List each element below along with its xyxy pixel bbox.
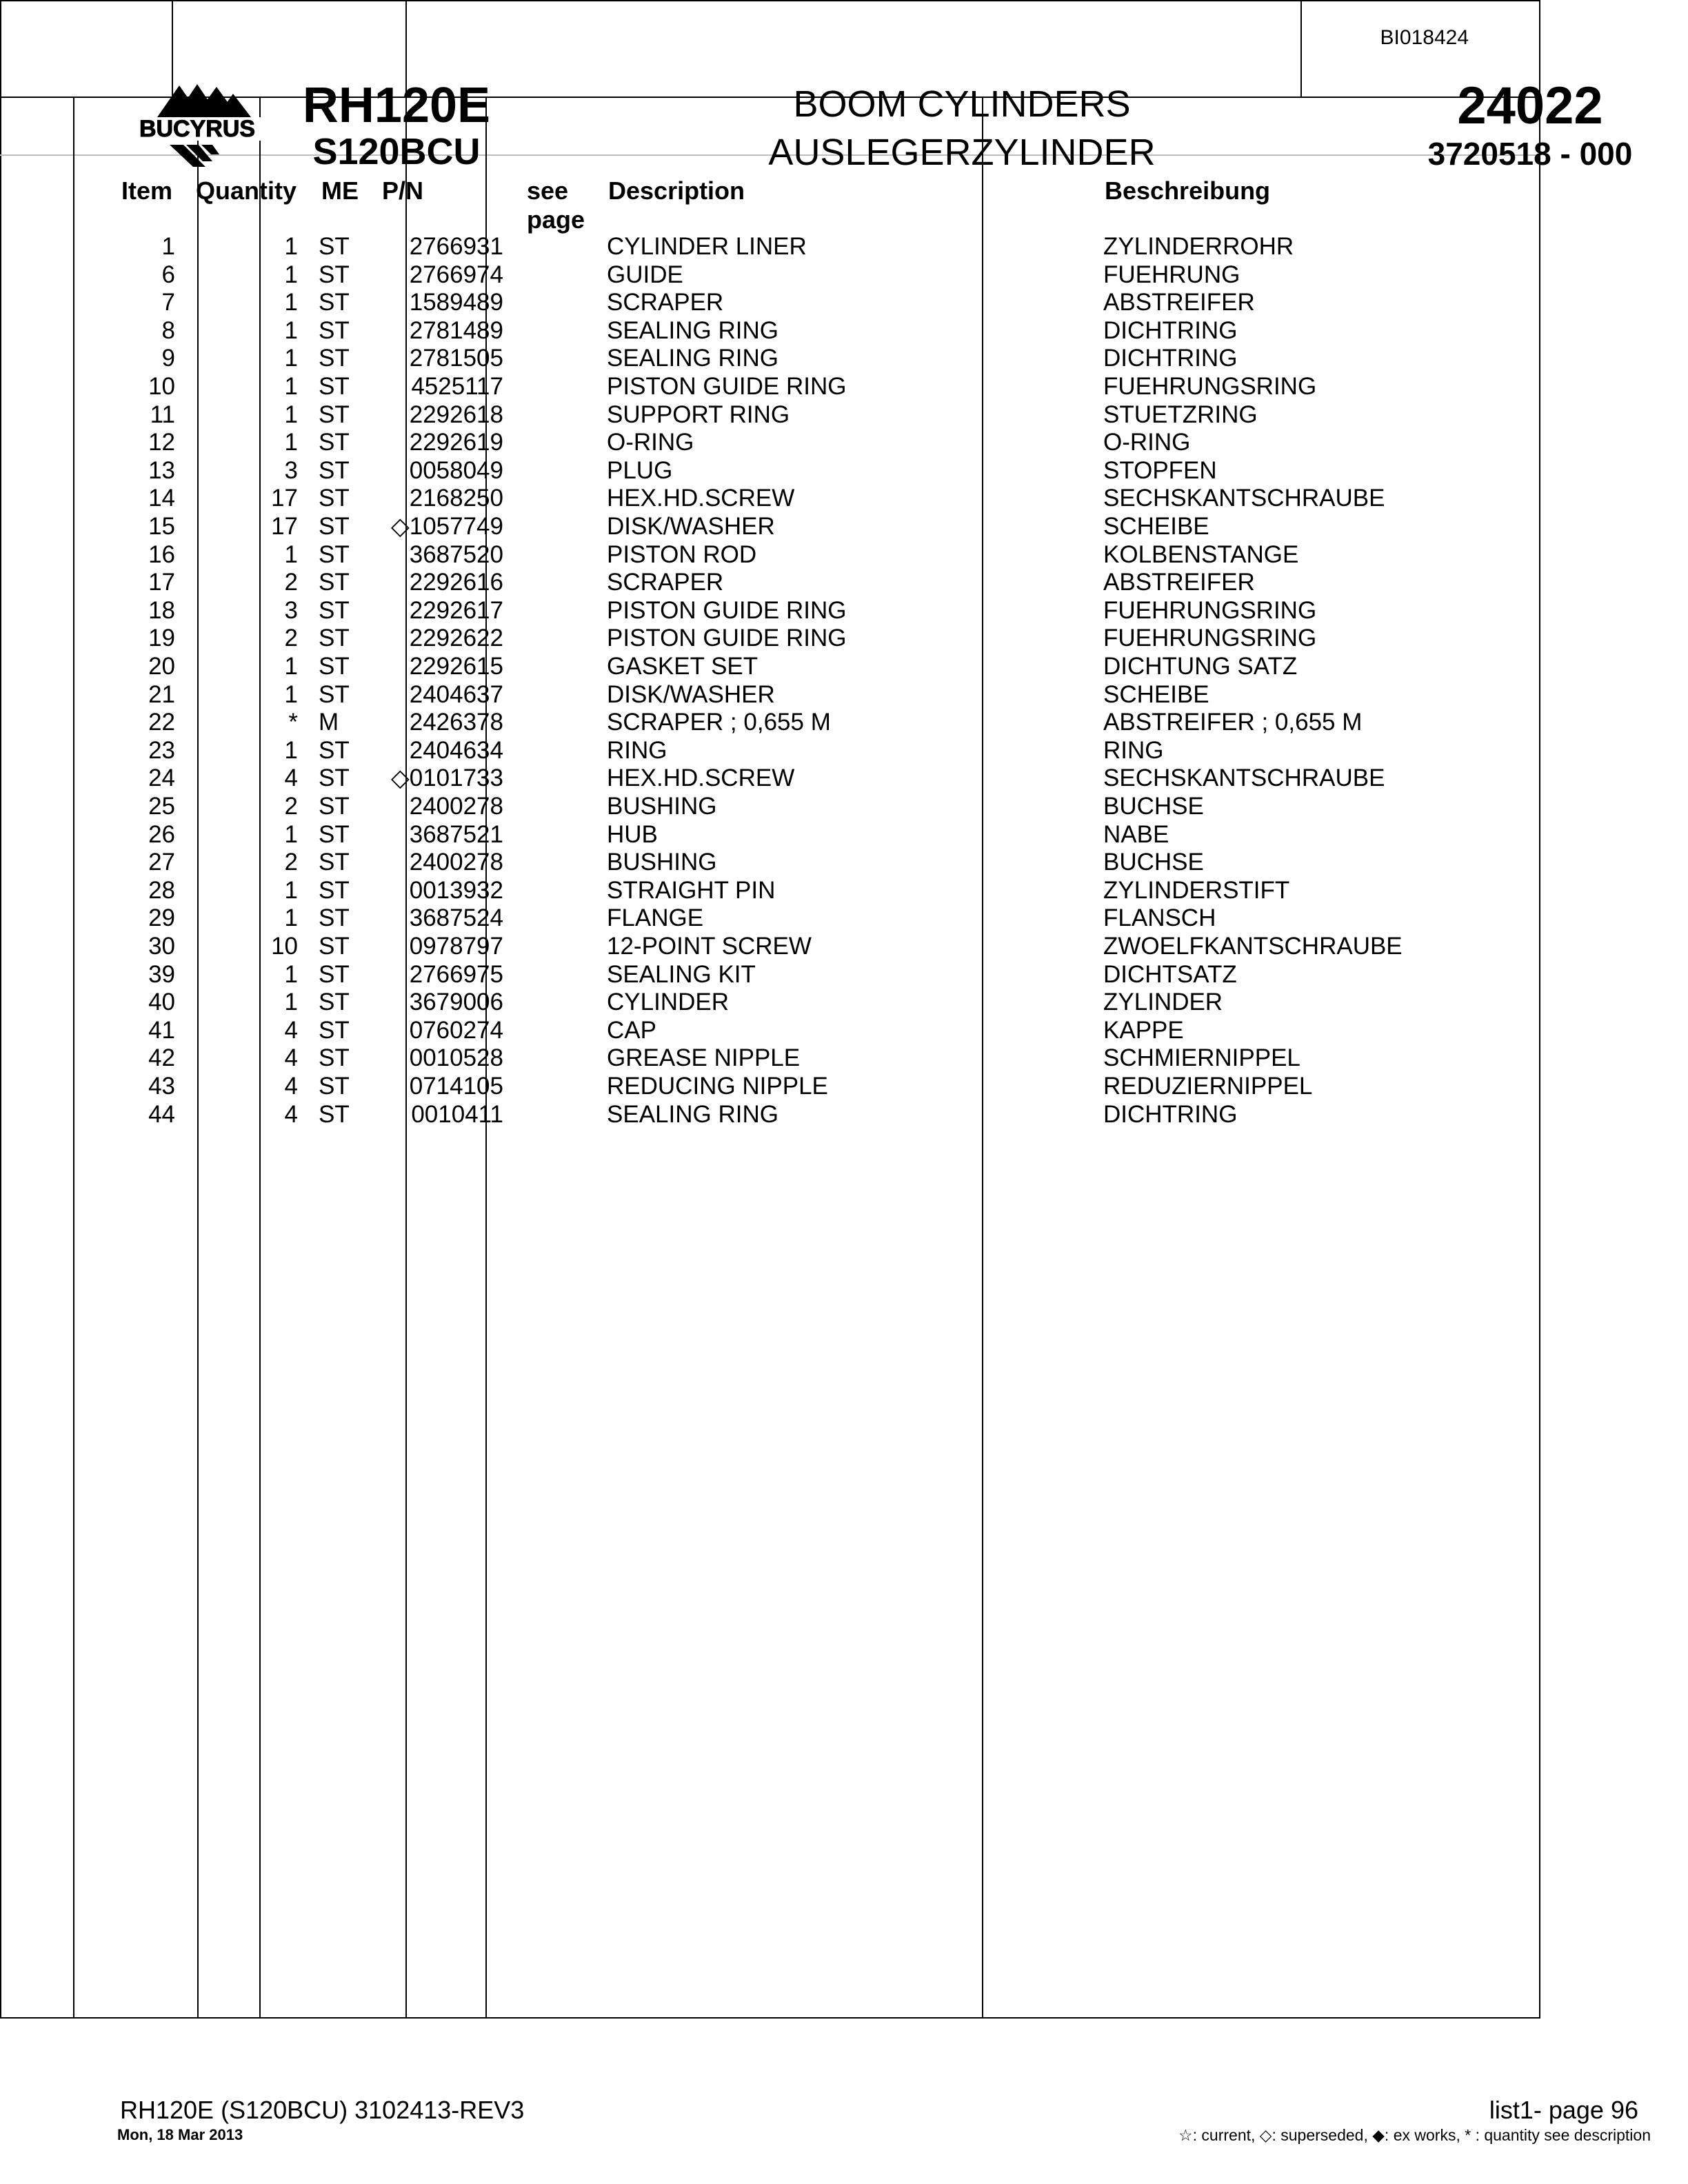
footer-date: Mon, 18 Mar 2013 (117, 2126, 243, 2143)
cell-beschreibung: SCHEIBE (1103, 513, 1209, 540)
cell-beschreibung: FUEHRUNG (1103, 261, 1240, 288)
cell-description: DISK/WASHER (607, 680, 775, 708)
cell-part-number: 2168250 (409, 485, 503, 512)
cell-part-number: 3687524 (409, 904, 503, 932)
cell-beschreibung: ZYLINDERROHR (1103, 233, 1294, 260)
cell-me: M (319, 709, 339, 736)
cell-me: ST (319, 401, 350, 428)
col-header-description: Description (608, 176, 745, 205)
cell-description: SUPPORT RING (607, 401, 790, 428)
cell-description: DISK/WASHER (607, 513, 775, 540)
cell-quantity: 1 (284, 373, 298, 400)
cell-description: SEALING RING (607, 345, 778, 372)
cell-description: SCRAPER (607, 569, 724, 596)
cell-quantity: 17 (271, 485, 298, 512)
col-header-me: ME (321, 176, 359, 205)
cell-beschreibung: KOLBENSTANGE (1103, 540, 1299, 568)
cell-me: ST (319, 233, 350, 260)
cell-item: 8 (161, 316, 175, 344)
col-header-pn: P/N (382, 176, 424, 205)
cell-part-number: ◇1057749 (390, 513, 503, 540)
cell-beschreibung: SCHMIERNIPPEL (1103, 1044, 1300, 1072)
cell-description: RING (607, 736, 667, 764)
cell-quantity: 4 (284, 1100, 298, 1128)
cell-item: 19 (148, 625, 175, 652)
col-header-see-page-line2: page (527, 205, 585, 234)
cell-me: ST (319, 1073, 350, 1100)
cell-part-number: 0058049 (409, 456, 503, 484)
cell-item: 17 (148, 569, 175, 596)
cell-item: 15 (148, 513, 175, 540)
cell-description: 12-POINT SCREW (607, 933, 812, 960)
cell-part-number: 2292616 (409, 569, 503, 596)
document-id: BI018424 (1380, 26, 1469, 49)
cell-description: GUIDE (607, 261, 683, 288)
cell-quantity: 1 (284, 736, 298, 764)
cell-quantity: 1 (284, 904, 298, 932)
cell-beschreibung: DICHTUNG SATZ (1103, 653, 1298, 680)
cell-beschreibung: DICHTRING (1103, 345, 1238, 372)
footer-page-number: list1- page 96 (1489, 2096, 1638, 2124)
cell-item: 20 (148, 653, 175, 680)
cell-part-number: 2426378 (409, 709, 503, 736)
cell-quantity: 1 (284, 261, 298, 288)
cell-beschreibung: SCHEIBE (1103, 680, 1209, 708)
cell-beschreibung: ABSTREIFER (1103, 569, 1255, 596)
cell-part-number: 2781505 (409, 345, 503, 372)
cell-quantity: 2 (284, 625, 298, 652)
cell-beschreibung: ABSTREIFER (1103, 289, 1255, 316)
cell-beschreibung: FUEHRUNGSRING (1103, 373, 1317, 400)
cell-me: ST (319, 960, 350, 988)
cell-beschreibung: KAPPE (1103, 1016, 1184, 1044)
cell-part-number: 3687521 (409, 820, 503, 848)
cell-quantity: 1 (284, 401, 298, 428)
cell-me: ST (319, 625, 350, 652)
cell-item: 18 (148, 596, 175, 624)
cell-me: ST (319, 345, 350, 372)
cell-me: ST (319, 485, 350, 512)
cell-description: SCRAPER (607, 289, 724, 316)
cell-me: ST (319, 904, 350, 932)
cell-me: ST (319, 1044, 350, 1072)
cell-part-number: 2292622 (409, 625, 503, 652)
cell-item: 44 (148, 1100, 175, 1128)
col-header-beschreibung: Beschreibung (1105, 176, 1271, 205)
cell-part-number: 0013932 (409, 876, 503, 904)
cell-part-number: 3679006 (409, 989, 503, 1016)
cell-beschreibung: ZWOELFKANTSCHRAUBE (1103, 933, 1403, 960)
bucyrus-logo (116, 81, 279, 171)
cell-beschreibung: ZYLINDER (1103, 989, 1223, 1016)
cell-description: GASKET SET (607, 653, 758, 680)
cell-part-number: 2766974 (409, 261, 503, 288)
cell-beschreibung: BUCHSE (1103, 849, 1204, 876)
footer-reference: RH120E (S120BCU) 3102413-REV3 (120, 2096, 525, 2124)
cell-description: SEALING KIT (607, 960, 756, 988)
cell-quantity: 2 (284, 569, 298, 596)
cell-quantity: 1 (284, 653, 298, 680)
submodel-name: S120BCU (312, 131, 481, 172)
col-header-quantity: Quantity (196, 176, 297, 205)
cell-item: 26 (148, 820, 175, 848)
cell-part-number: 2781489 (409, 316, 503, 344)
cell-part-number: 2292617 (409, 596, 503, 624)
cell-part-number: 2766975 (409, 960, 503, 988)
cell-me: ST (319, 456, 350, 484)
cell-quantity: 1 (284, 876, 298, 904)
cell-item: 42 (148, 1044, 175, 1072)
cell-me: ST (319, 373, 350, 400)
cell-item: 9 (161, 345, 175, 372)
cell-me: ST (319, 569, 350, 596)
cell-description: BUSHING (607, 793, 717, 820)
cell-quantity: 1 (284, 989, 298, 1016)
cell-me: ST (319, 765, 350, 792)
cell-item: 40 (148, 989, 175, 1016)
cell-me: ST (319, 736, 350, 764)
cell-quantity: 1 (284, 960, 298, 988)
cell-part-number: 1589489 (409, 289, 503, 316)
cell-me: ST (319, 596, 350, 624)
cell-description: GREASE NIPPLE (607, 1044, 801, 1072)
cell-description: PLUG (607, 456, 673, 484)
model-name: RH120E (302, 78, 491, 133)
cell-part-number: 0978797 (409, 933, 503, 960)
cell-description: PISTON GUIDE RING (607, 625, 847, 652)
cell-description: PISTON ROD (607, 540, 757, 568)
cell-item: 39 (148, 960, 175, 988)
cell-beschreibung: O-RING (1103, 429, 1191, 456)
cell-item: 27 (148, 849, 175, 876)
cell-quantity: 17 (271, 513, 298, 540)
cell-me: ST (319, 1100, 350, 1128)
cell-beschreibung: STUETZRING (1103, 401, 1258, 428)
cell-me: ST (319, 289, 350, 316)
cell-me: ST (319, 653, 350, 680)
cell-item: 28 (148, 876, 175, 904)
cell-description: SEALING RING (607, 1100, 778, 1128)
cell-description: CYLINDER LINER (607, 233, 807, 260)
cell-me: ST (319, 933, 350, 960)
cell-part-number: 0760274 (409, 1016, 503, 1044)
cell-me: ST (319, 793, 350, 820)
drawing-number: 3720518 - 000 (1427, 136, 1633, 172)
cell-part-number: 0010411 (411, 1100, 503, 1128)
cell-quantity: 1 (284, 316, 298, 344)
cell-quantity: 1 (284, 233, 298, 260)
cell-item: 30 (148, 933, 175, 960)
cell-quantity: 2 (284, 793, 298, 820)
cell-beschreibung: SECHSKANTSCHRAUBE (1103, 765, 1385, 792)
cell-item: 41 (148, 1016, 175, 1044)
cell-beschreibung: SECHSKANTSCHRAUBE (1103, 485, 1385, 512)
cell-description: PISTON GUIDE RING (607, 373, 847, 400)
svg-text:BUCYRUS: BUCYRUS (139, 116, 256, 142)
cell-part-number: 2404634 (409, 736, 503, 764)
cell-item: 14 (148, 485, 175, 512)
cell-part-number: 2292618 (409, 401, 503, 428)
cell-beschreibung: ABSTREIFER ; 0,655 M (1103, 709, 1363, 736)
cell-part-number: 3687520 (409, 540, 503, 568)
cell-description: PISTON GUIDE RING (607, 596, 847, 624)
cell-quantity: 2 (284, 849, 298, 876)
cell-quantity: 1 (284, 680, 298, 708)
cell-item: 25 (148, 793, 175, 820)
cell-beschreibung: NABE (1103, 820, 1169, 848)
cell-item: 23 (148, 736, 175, 764)
cell-item: 12 (148, 429, 175, 456)
cell-part-number: ◇0101733 (390, 765, 503, 792)
col-header-see-page-line1: see (527, 176, 569, 205)
cell-description: O-RING (607, 429, 694, 456)
cell-description: FLANGE (607, 904, 704, 932)
cell-quantity: 1 (284, 345, 298, 372)
cell-me: ST (319, 429, 350, 456)
cell-item: 6 (161, 261, 175, 288)
cell-beschreibung: FUEHRUNGSRING (1103, 596, 1317, 624)
cell-beschreibung: STOPFEN (1103, 456, 1217, 484)
cell-part-number: 2404637 (409, 680, 503, 708)
cell-description: REDUCING NIPPLE (607, 1073, 828, 1100)
cell-item: 1 (161, 233, 175, 260)
cell-quantity: 1 (284, 429, 298, 456)
cell-beschreibung: FUEHRUNGSRING (1103, 625, 1317, 652)
cell-me: ST (319, 316, 350, 344)
cell-quantity: 4 (284, 1073, 298, 1100)
cell-item: 43 (148, 1073, 175, 1100)
cell-me: ST (319, 540, 350, 568)
cell-quantity: 1 (284, 540, 298, 568)
cell-me: ST (319, 876, 350, 904)
cell-description: CYLINDER (607, 989, 729, 1016)
title-english: BOOM CYLINDERS (793, 83, 1131, 125)
cell-beschreibung: FLANSCH (1103, 904, 1216, 932)
cell-quantity: 4 (284, 1044, 298, 1072)
cell-description: BUSHING (607, 849, 717, 876)
cell-description: STRAIGHT PIN (607, 876, 776, 904)
cell-quantity: 3 (284, 596, 298, 624)
cell-quantity: 10 (271, 933, 298, 960)
cell-beschreibung: RING (1103, 736, 1164, 764)
cell-me: ST (319, 849, 350, 876)
group-number: 24022 (1457, 77, 1603, 135)
cell-description: HUB (607, 820, 658, 848)
cell-me: ST (319, 989, 350, 1016)
cell-part-number: 2292619 (409, 429, 503, 456)
cell-quantity: 1 (284, 820, 298, 848)
cell-description: HEX.HD.SCREW (607, 765, 795, 792)
title-german: AUSLEGERZYLINDER (768, 132, 1156, 173)
cell-item: 21 (148, 680, 175, 708)
cell-part-number: 0714105 (409, 1073, 503, 1100)
cell-quantity: * (288, 709, 298, 736)
cell-item: 16 (148, 540, 175, 568)
cell-part-number: 2292615 (409, 653, 503, 680)
cell-item: 10 (148, 373, 175, 400)
cell-item: 7 (161, 289, 175, 316)
cell-item: 11 (150, 401, 175, 428)
cell-beschreibung: DICHTSATZ (1103, 960, 1237, 988)
cell-item: 13 (148, 456, 175, 484)
cell-beschreibung: DICHTRING (1103, 1100, 1238, 1128)
cell-quantity: 1 (284, 289, 298, 316)
cell-part-number: 0010528 (409, 1044, 503, 1072)
cell-part-number: 2400278 (409, 793, 503, 820)
footer-legend: ☆: current, ◇: superseded, ◆: ex works, * : quantity see description (1178, 2126, 1651, 2144)
cell-quantity: 3 (284, 456, 298, 484)
cell-description: HEX.HD.SCREW (607, 485, 795, 512)
cell-part-number: 2400278 (409, 849, 503, 876)
cell-item: 29 (148, 904, 175, 932)
cell-beschreibung: REDUZIERNIPPEL (1103, 1073, 1313, 1100)
cell-me: ST (319, 680, 350, 708)
cell-item: 22 (148, 709, 175, 736)
cell-me: ST (319, 820, 350, 848)
cell-description: SCRAPER ; 0,655 M (607, 709, 831, 736)
cell-item: 24 (148, 765, 175, 792)
cell-beschreibung: BUCHSE (1103, 793, 1204, 820)
cell-part-number: 4525117 (411, 373, 503, 400)
cell-part-number: 2766931 (409, 233, 503, 260)
cell-beschreibung: DICHTRING (1103, 316, 1238, 344)
cell-beschreibung: ZYLINDERSTIFT (1103, 876, 1290, 904)
col-header-item: Item (121, 176, 173, 205)
cell-me: ST (319, 1016, 350, 1044)
cell-description: SEALING RING (607, 316, 778, 344)
cell-description: CAP (607, 1016, 656, 1044)
cell-quantity: 4 (284, 765, 298, 792)
cell-me: ST (319, 261, 350, 288)
cell-me: ST (319, 513, 350, 540)
cell-quantity: 4 (284, 1016, 298, 1044)
